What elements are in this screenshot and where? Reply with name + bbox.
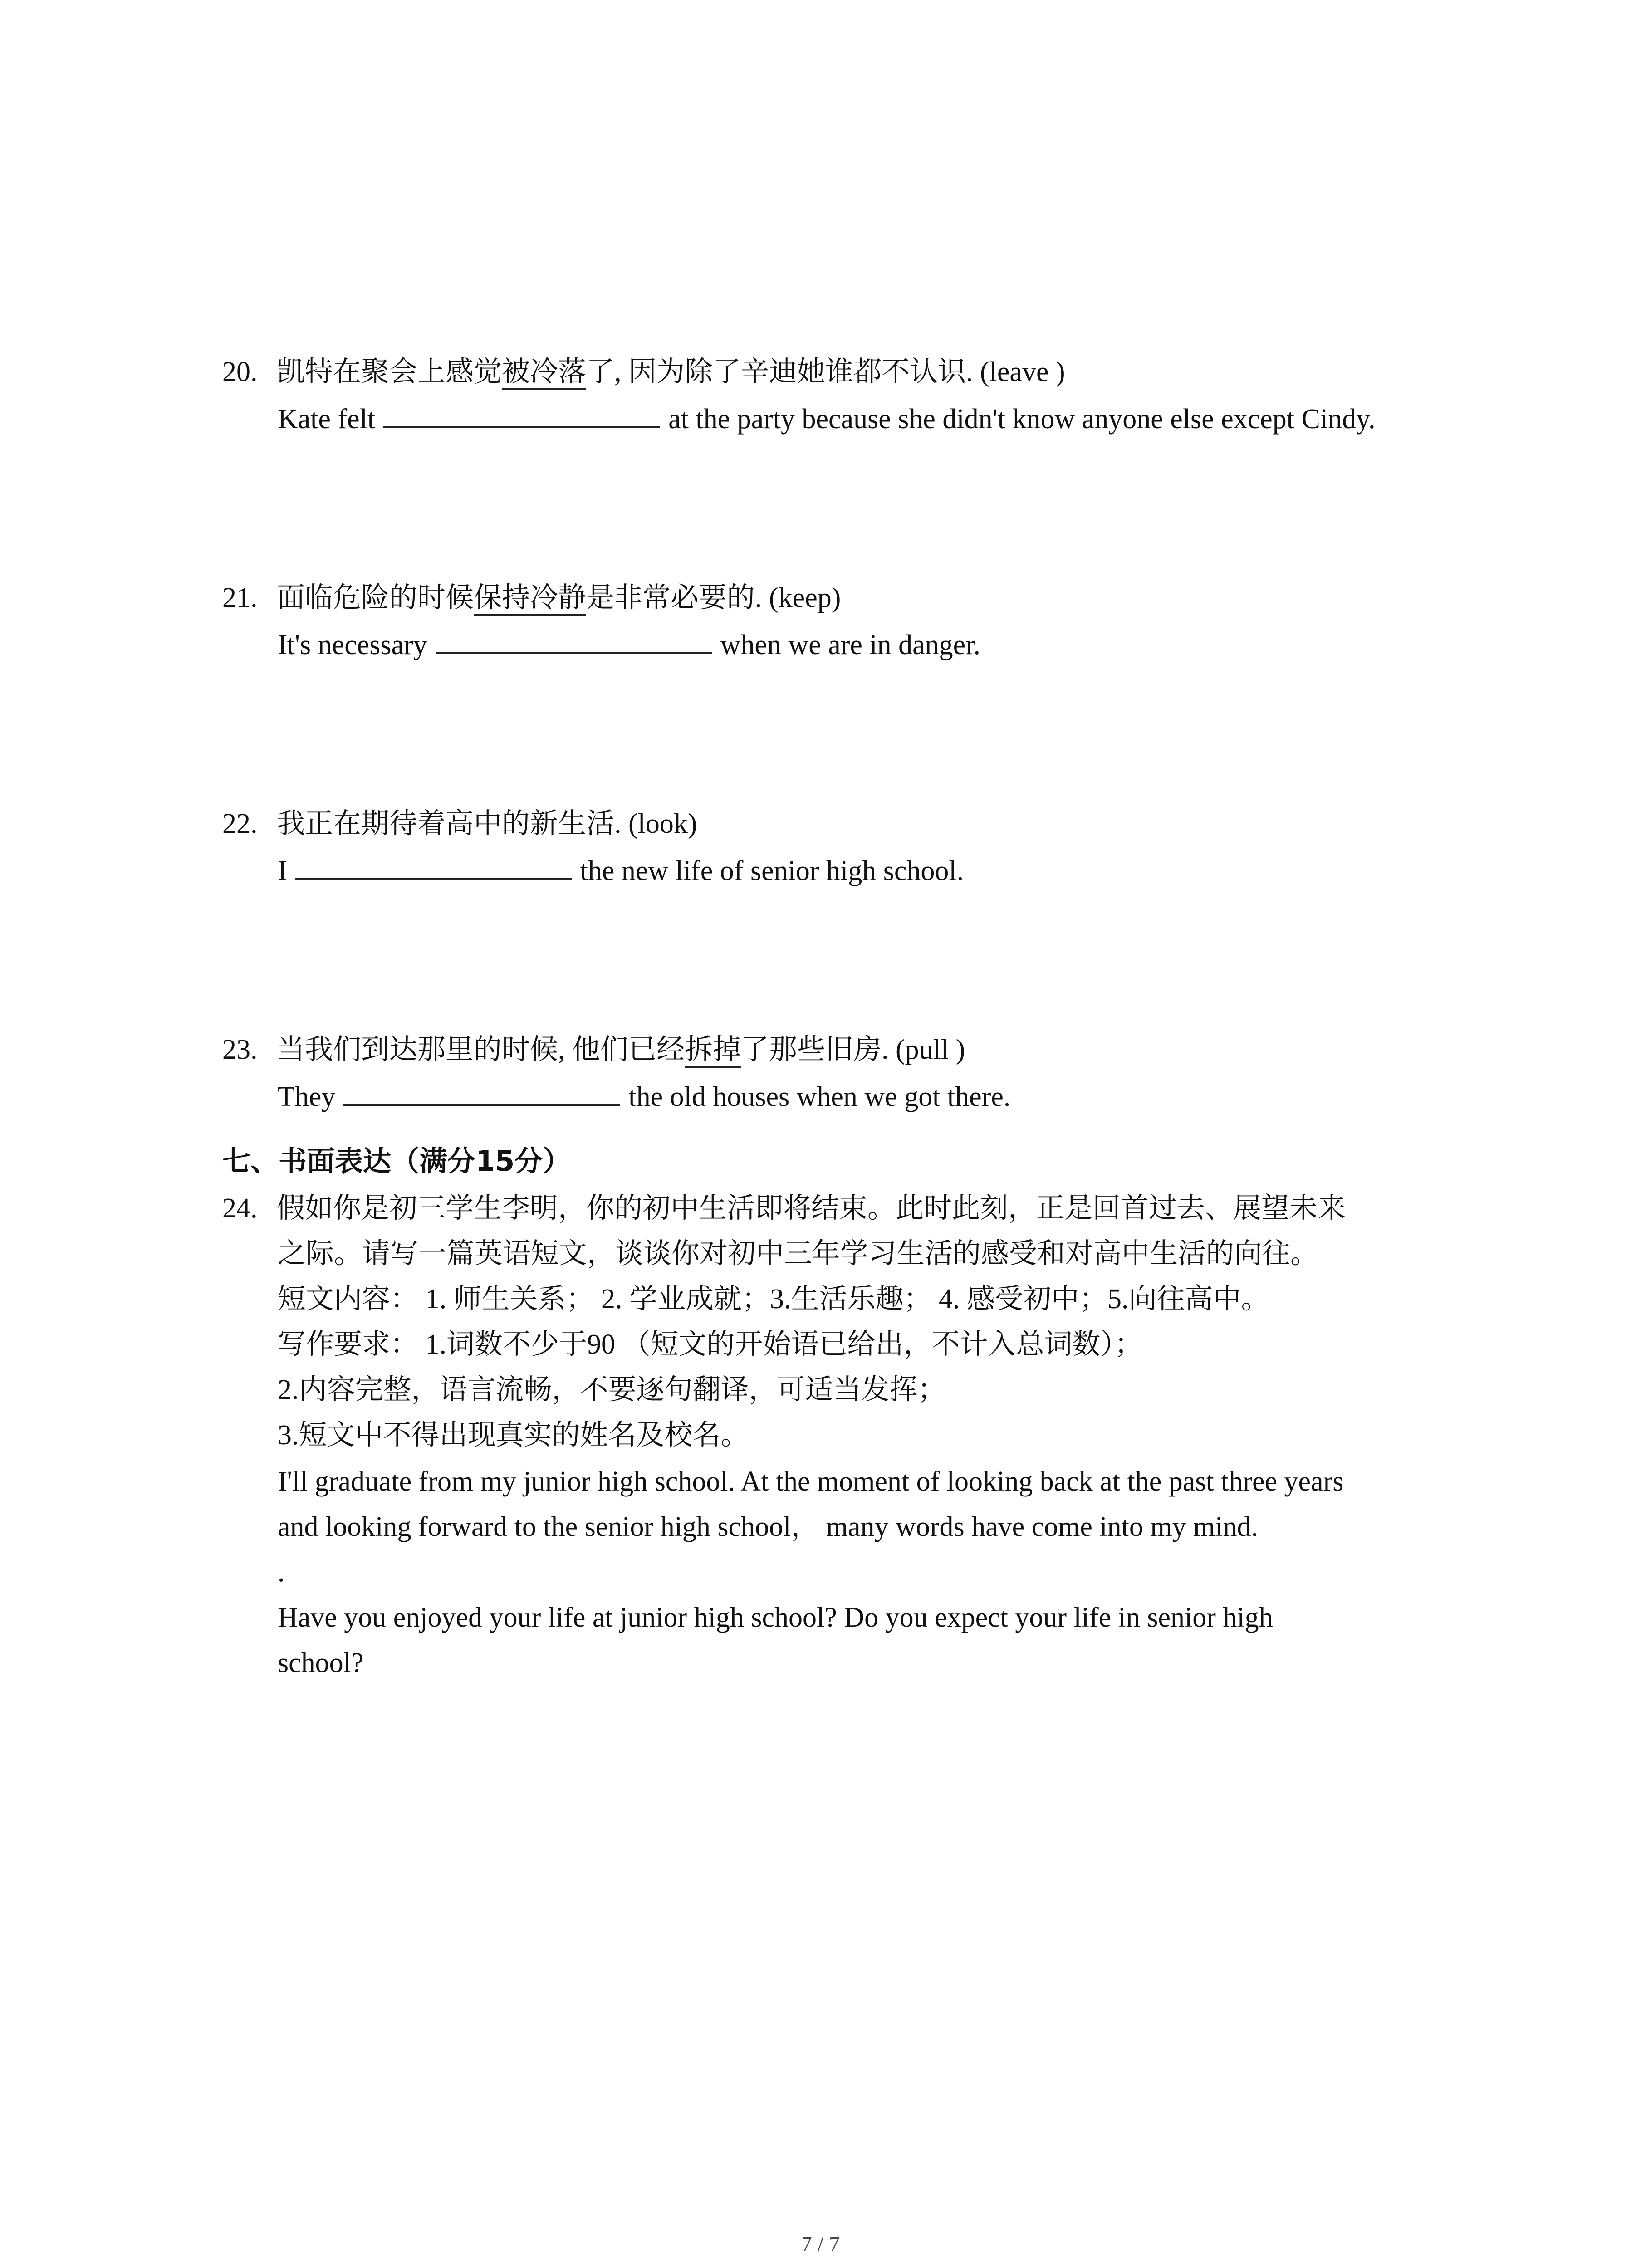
q20-chinese (222, 354, 1065, 390)
q20-cn-after: 了, 因为除了辛迪她谁都不认识. (leave ) (586, 357, 1065, 387)
q24-closing-line-2: school? (278, 1647, 364, 1678)
q20-en-before: Kate felt (278, 404, 376, 435)
section-title-writing: 七、书面表达（满分15分） (222, 1144, 571, 1178)
q22-en-after: the new life of senior high school. (580, 855, 964, 886)
page-number: 7 / 7 (801, 2232, 840, 2256)
q24-text-line: 假如你是初三学生李明，你的初中生活即将结束。此时此刻，正是回首过去、展望未来 (277, 1193, 1346, 1224)
q22-english (278, 851, 964, 889)
q22-cn: 我正在期待着高中的新生活. (look) (277, 808, 697, 839)
q23-english (278, 1077, 1010, 1115)
q24-text-line: 之际。请写一篇英语短文，谈谈你对初中三年学习生活的感受和对高中生活的向往。 (278, 1238, 1319, 1269)
q21-en-after: when we are in danger. (720, 630, 980, 660)
q21-number: 21. (222, 582, 258, 613)
q21-chinese (222, 580, 841, 616)
q24-requirement-3: 3.短文中不得出现真实的姓名及校名。 (278, 1420, 749, 1451)
q24-line-1 (222, 1190, 1346, 1227)
q22-chinese (222, 806, 697, 842)
q24-requirements-line: 写作要求： 1.词数不少于90 （短文的开始语已给出，不计入总词数）； (278, 1329, 1143, 1360)
q20-answer-blank[interactable] (383, 399, 660, 428)
q24-number: 24. (222, 1193, 258, 1224)
q24-dot-line: . (278, 1557, 285, 1588)
q20-cn-before: 凯特在聚会上感觉 (277, 357, 502, 387)
q24-opening-line-1: I'll graduate from my junior high school. At the moment of looking back at the past three years (278, 1466, 1344, 1497)
q22-answer-blank[interactable] (295, 851, 572, 880)
q23-en-after: the old houses when we got there. (628, 1081, 1011, 1112)
q20-number: 20. (222, 357, 258, 387)
q21-cn-after: 是非常必要的. (keep) (586, 582, 841, 613)
q20-en-after: at the party because she didn't know anyone else except Cindy. (668, 404, 1376, 435)
q24-content-line: 短文内容： 1. 师生关系； 2. 学业成就；3.生活乐趣； 4. 感受初中；5.向往高中。 (278, 1284, 1269, 1315)
q23-chinese (222, 1031, 965, 1068)
q21-cn-underlined: 保持冷静 (474, 582, 586, 616)
q21-en-before: It's necessary (278, 630, 427, 660)
q21-cn-before: 面临危险的时候 (277, 582, 474, 613)
q22-number: 22. (222, 808, 258, 839)
q21-answer-blank[interactable] (436, 625, 712, 654)
q23-answer-blank[interactable] (343, 1077, 620, 1106)
q23-cn-after: 了那些旧房. (pull ) (741, 1034, 965, 1065)
q20-english (278, 399, 1376, 437)
q20-cn-underlined: 被冷落 (502, 357, 586, 390)
q23-cn-before: 当我们到达那里的时候, 他们已经 (277, 1034, 685, 1065)
q22-en-before: I (278, 855, 287, 886)
q23-number: 23. (222, 1034, 258, 1065)
q24-requirement-2: 2.内容完整，语言流畅，不要逐句翻译，可适当发挥； (278, 1374, 946, 1405)
q21-english (278, 625, 980, 663)
q24-closing-line-1: Have you enjoyed your life at junior high school? Do you expect your life in senior high (278, 1602, 1273, 1633)
q23-en-before: They (278, 1081, 336, 1112)
q24-opening-line-2: and looking forward to the senior high school， many words have come into my mind. (278, 1511, 1259, 1542)
q23-cn-underlined: 拆掉 (685, 1034, 741, 1068)
